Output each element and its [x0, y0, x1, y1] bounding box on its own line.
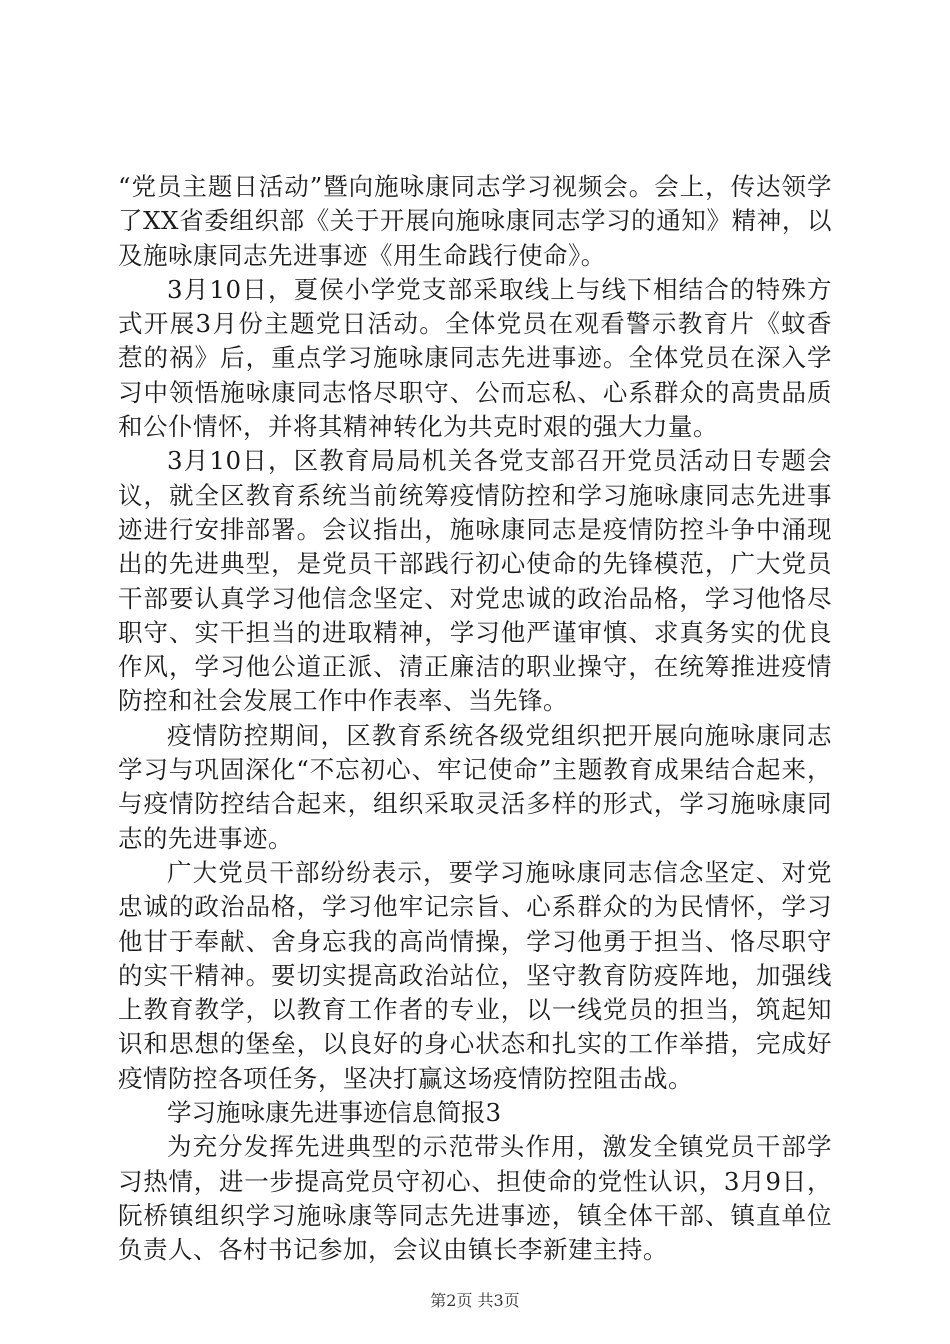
paragraph-epidemic-period: 疫情防控期间，区教育系统各级党组织把开展向施咏康同志学习与巩固深化“不忘初心、牢记使命”主题教育成果结合起来，与疫情防控结合起来，组织采取灵活多样的形式，学习施咏康同志的先进事迹。 [118, 720, 832, 853]
document-body [118, 170, 832, 1268]
paragraph-xiahou-school: 3月10日，夏侯小学党支部采取线上与线下相结合的特殊方式开展3月份主题党日活动。全体党员在观看警示教育片《蚊香惹的祸》后，重点学习施咏康同志先进事迹。全体党员在深入学习中领悟施咏康同志恪尽职守、公而忘私、心系群众的高贵品质和公仆情怀，并将其精神转化为共克时艰的强大力量。 [118, 274, 832, 442]
paragraph-education-bureau: 3月10日，区教育局局机关各党支部召开党员活动日专题会议，就全区教育系统当前统筹疫情防控和学习施咏康同志先进事迹进行安排部署。会议指出，施咏康同志是疫情防控斗争中涌现出的先进典型，是党员干部践行初心使命的先锋模范，广大党员干部要认真学习他信念坚定、对党忠诚的政治品格，学习他恪尽职守、实干担当的进取精神，学习他严谨审慎、求真务实的优良作风，学习他公道正派、清正廉洁的职业操守，在统筹推进疫情防控和社会发展工作中作表率、当先锋。 [118, 446, 832, 716]
paragraph-party-members: 广大党员干部纷纷表示，要学习施咏康同志信念坚定、对党忠诚的政治品格，学习他牢记宗旨、心系群众的为民情怀，学习他甘于奉献、舍身忘我的高尚情操，学习他勇于担当、恪尽职守的实干精神。要切实提高政治站位，坚守教育防疫阵地，加强线上教育教学，以教育工作者的专业，以一线党员的担当，筑起知识和思想的堡垒，以良好的身心状态和扎实的工作举措，完成好疫情防控各项任务，坚决打赢这场疫情防控阻击战。 [118, 857, 832, 1093]
paragraph-ruanqiao-town: 为充分发挥先进典型的示范带头作用，激发全镇党员干部学习热情，进一步提高党员守初心、担使命的党性认识，3月9日，阮桥镇组织学习施咏康等同志先进事迹，镇全体干部、镇直单位负责人、各村书记参加，会议由镇长李新建主持。 [118, 1132, 832, 1265]
page-footer: 第2页 共3页 [430, 1291, 520, 1310]
section-heading: 学习施咏康先进事迹信息简报3 [167, 1098, 502, 1128]
paragraph-continuation: “党员主题日活动”暨向施咏康同志学习视频会。会上，传达领学了XX省委组织部《关于开展向施咏康同志学习的通知》精神，以及施咏康同志先进事迹《用生命践行使命》。 [118, 172, 832, 270]
